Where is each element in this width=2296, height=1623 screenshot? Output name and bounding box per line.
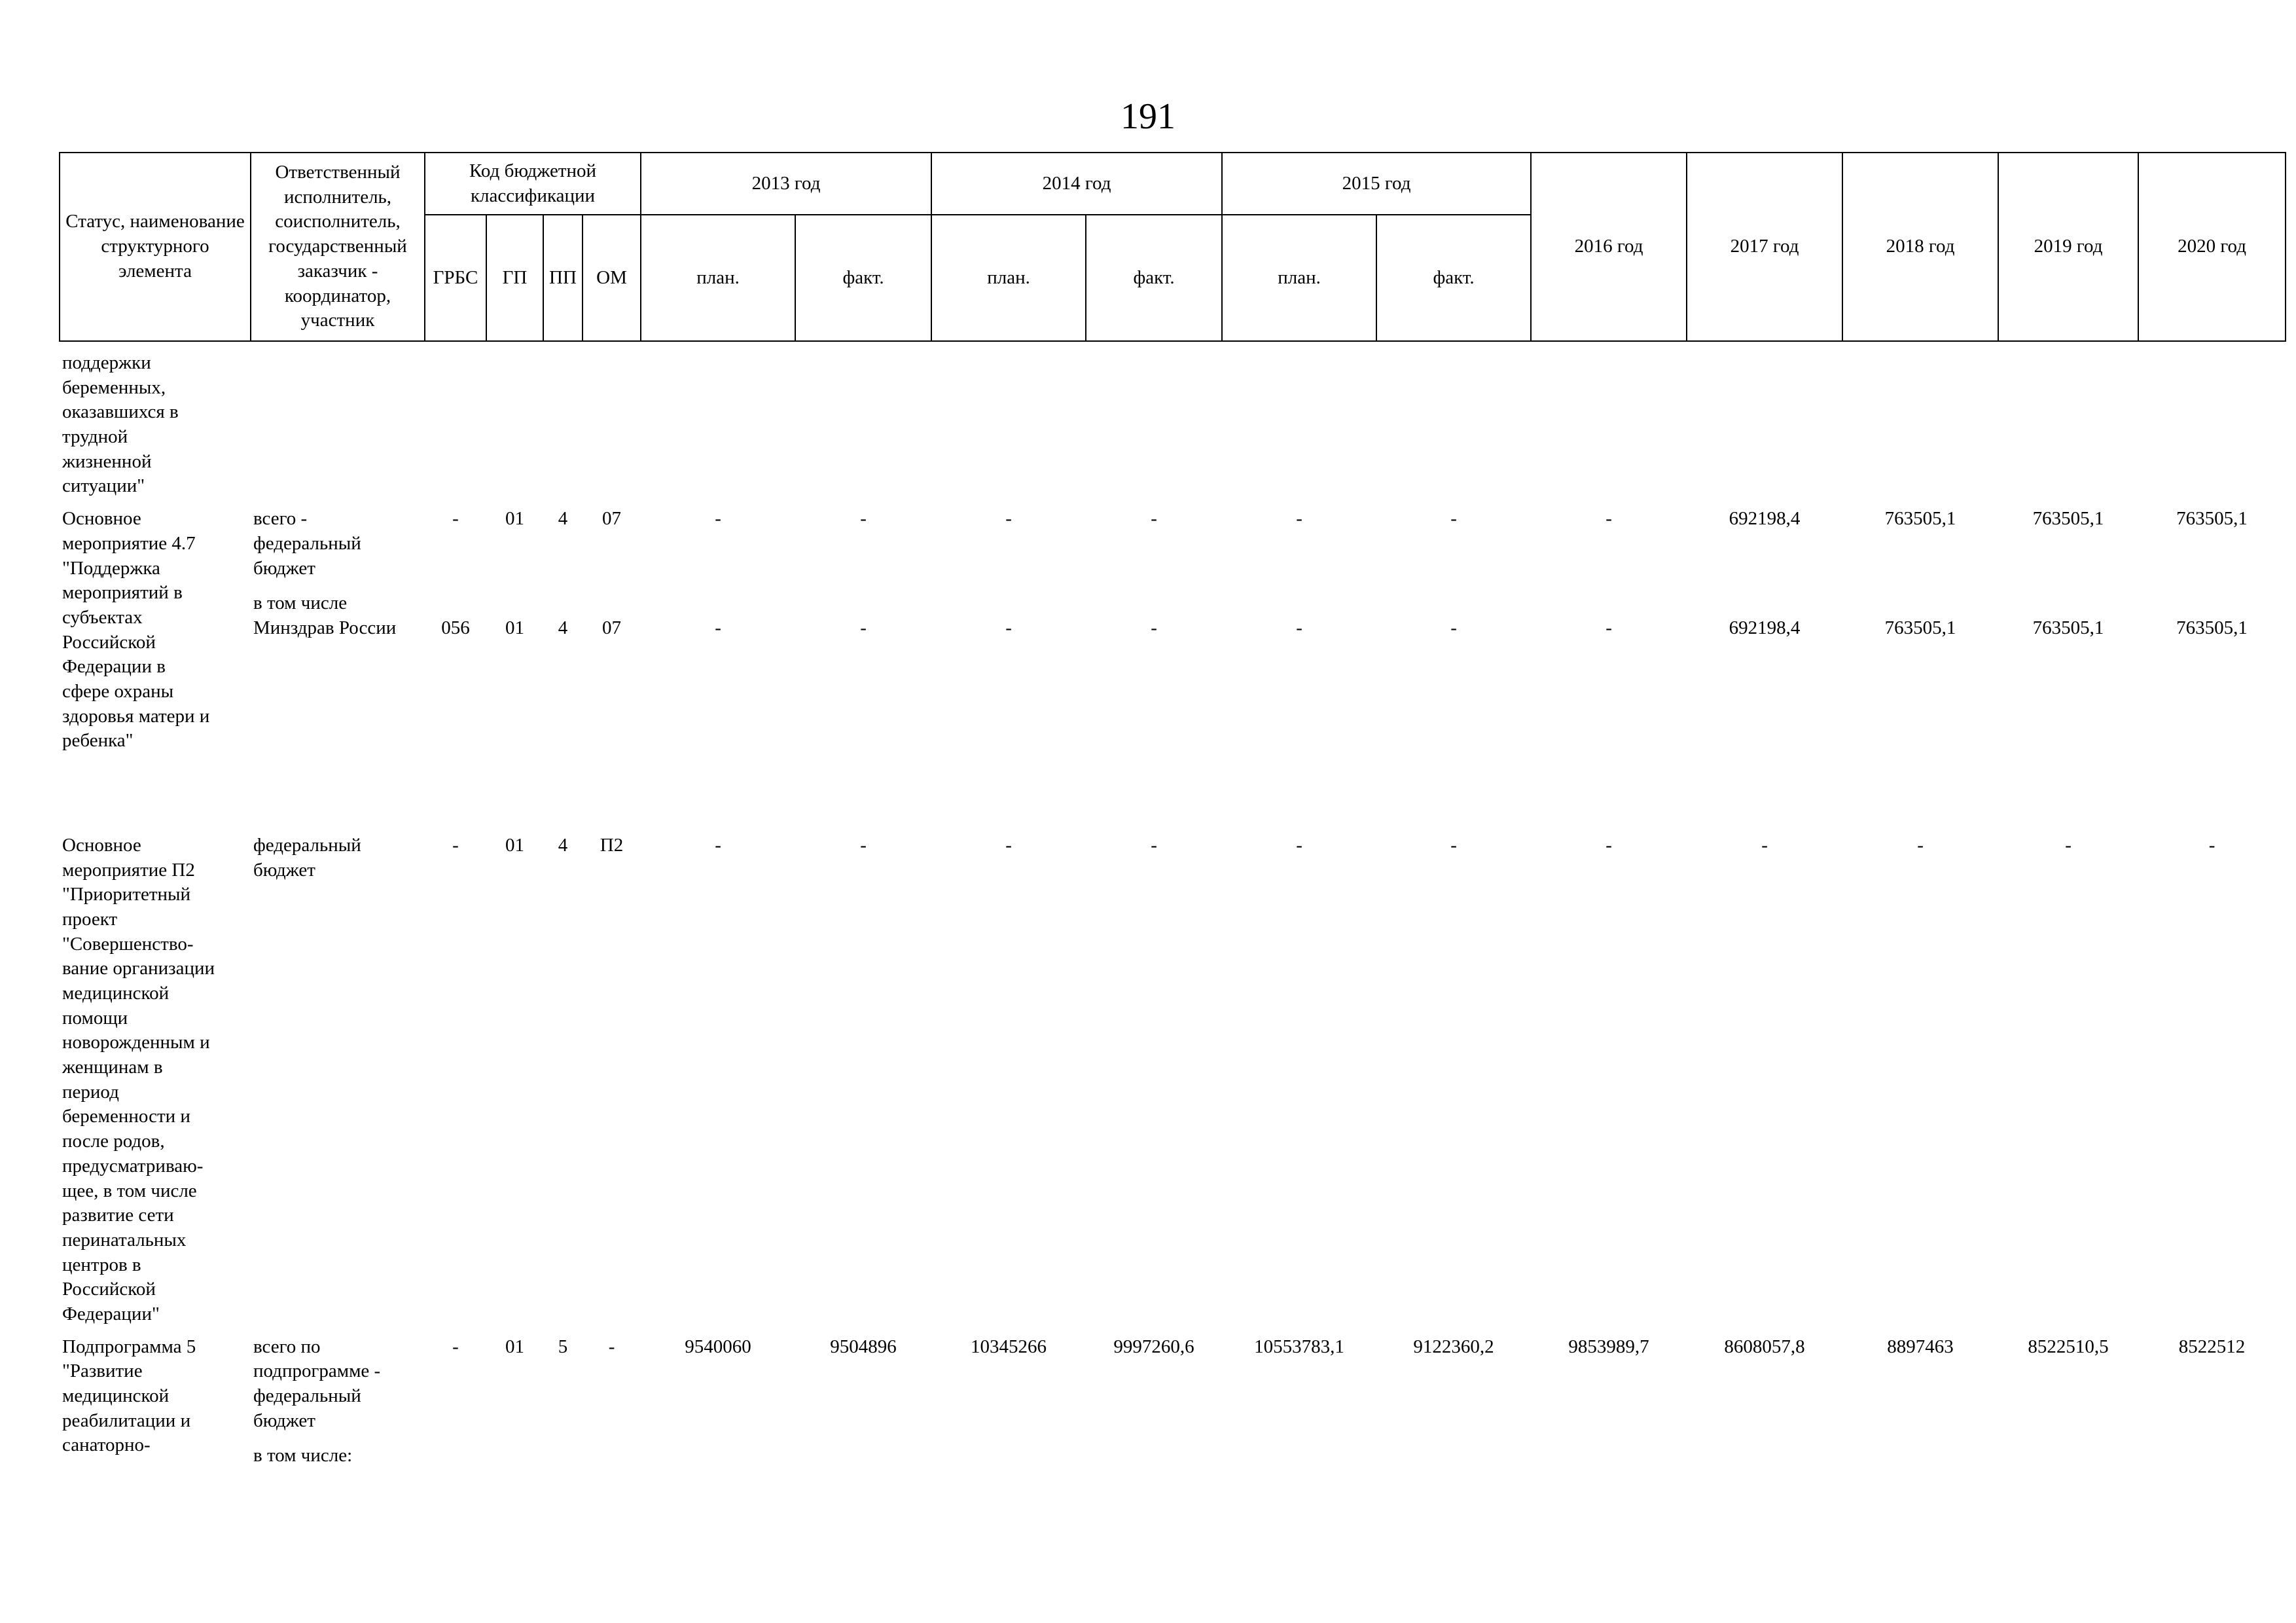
status-text: Основное мероприятие П2 "Приоритетный проект "Совершенство- вание организации медицинской помощи новорожденным и женщинам в период беременности и после родов, предусматриваю- щее, в том числе развитие сети перинатальных центров в Российской Федерации" xyxy=(62,834,215,1324)
om-cell: 07 xyxy=(602,617,622,638)
header-2013: 2013 год xyxy=(641,153,931,215)
gp-cell: 01 xyxy=(505,617,524,638)
value-2015-plan: - xyxy=(1296,617,1302,638)
header-2018: 2018 год xyxy=(1842,153,1998,341)
header-2015-fact: факт. xyxy=(1376,215,1531,341)
pp-cell: 4 xyxy=(558,834,568,856)
header-2017: 2017 год xyxy=(1687,153,1842,341)
grbs-cell: - xyxy=(452,834,459,856)
value-2014-fact: - xyxy=(1151,508,1157,530)
table-row-measure-4-7 xyxy=(60,499,2286,616)
value-2013-plan: - xyxy=(715,834,721,856)
table-row-subprogram-5 xyxy=(60,1327,2286,1468)
value-2020: 763505,1 xyxy=(2176,508,2248,530)
om-cell: П2 xyxy=(600,834,624,856)
status-cell xyxy=(60,826,251,1327)
value-2020: 763505,1 xyxy=(2176,617,2248,638)
table-row-measure-p2 xyxy=(60,826,2286,1327)
value-2014-plan: 10345266 xyxy=(971,1336,1047,1357)
value-2018: - xyxy=(1917,834,1924,856)
value-2015-plan: - xyxy=(1296,834,1302,856)
value-2019: 763505,1 xyxy=(2032,508,2104,530)
header-2016: 2016 год xyxy=(1531,153,1687,341)
header-2015: 2015 год xyxy=(1222,153,1531,215)
header-2013-fact: факт. xyxy=(795,215,931,341)
table-row-measure-4-7-ministry xyxy=(60,616,2286,826)
responsible-cell: Минздрав России xyxy=(253,617,397,638)
header-2013-plan: план. xyxy=(641,215,795,341)
header-2019: 2019 год xyxy=(1998,153,2138,341)
value-2014-plan: - xyxy=(1005,617,1012,638)
value-2018: 763505,1 xyxy=(1884,617,1956,638)
header-2014-fact: факт. xyxy=(1086,215,1222,341)
status-cell xyxy=(60,341,251,499)
value-2016: - xyxy=(1605,508,1612,530)
value-2020: - xyxy=(2208,834,2215,856)
value-2017: 8608057,8 xyxy=(1724,1336,1805,1357)
value-2019: 763505,1 xyxy=(2032,617,2104,638)
header-om: ОМ xyxy=(583,215,641,341)
gp-cell: 01 xyxy=(505,1336,524,1357)
header-row-top xyxy=(60,153,2286,215)
header-gp: ГП xyxy=(486,215,543,341)
table-row-continuation xyxy=(60,341,2286,499)
value-2019: 8522510,5 xyxy=(2028,1336,2109,1357)
value-2015-fact: - xyxy=(1450,617,1457,638)
status-text: Подпрограмма 5 "Развитие медицинской реабилитации и санаторно- xyxy=(62,1336,196,1456)
responsible-subnote: в том числе xyxy=(253,593,348,614)
value-2015-plan: 10553783,1 xyxy=(1254,1336,1344,1357)
header-2014-plan: план. xyxy=(931,215,1086,341)
responsible-cell xyxy=(251,1327,425,1468)
value-2015-fact: - xyxy=(1450,834,1457,856)
value-2014-fact: - xyxy=(1151,834,1157,856)
header-budget-code: Код бюджетной классификации xyxy=(425,153,641,215)
responsible-text: всего - федеральный бюджет xyxy=(253,508,361,579)
responsible-text: всего по подпрограмме - федеральный бюджет xyxy=(253,1336,381,1431)
om-cell: 07 xyxy=(602,508,622,530)
value-2016: 9853989,7 xyxy=(1568,1336,1649,1357)
header-2014: 2014 год xyxy=(931,153,1222,215)
budget-table xyxy=(59,152,2286,1468)
pp-cell: 4 xyxy=(558,617,568,638)
value-2014-plan: - xyxy=(1005,508,1012,530)
value-2016: - xyxy=(1605,834,1612,856)
grbs-cell: - xyxy=(452,508,459,530)
value-2015-plan: - xyxy=(1296,508,1302,530)
value-2014-plan: - xyxy=(1005,834,1012,856)
status-cell xyxy=(60,499,251,826)
value-2017: 692198,4 xyxy=(1729,617,1801,638)
page-number: 191 xyxy=(1121,96,1175,137)
value-2013-fact: - xyxy=(860,834,867,856)
grbs-cell: - xyxy=(452,1336,459,1357)
value-2015-fact: 9122360,2 xyxy=(1413,1336,1494,1357)
header-2020: 2020 год xyxy=(2138,153,2286,341)
value-2013-plan: - xyxy=(715,617,721,638)
header-2015-plan: план. xyxy=(1222,215,1376,341)
value-2017: 692198,4 xyxy=(1729,508,1801,530)
value-2020: 8522512 xyxy=(2178,1336,2246,1357)
responsible-cell xyxy=(251,826,425,1327)
value-2016: - xyxy=(1605,617,1612,638)
header-pp: ПП xyxy=(543,215,583,341)
grbs-cell: 056 xyxy=(441,617,470,638)
gp-cell: 01 xyxy=(505,508,524,530)
status-cell xyxy=(60,1327,251,1468)
value-2013-fact: - xyxy=(860,617,867,638)
responsible-cell xyxy=(251,499,425,616)
value-2013-fact: - xyxy=(860,508,867,530)
responsible-text: федеральный бюджет xyxy=(253,834,361,881)
value-2019: - xyxy=(2065,834,2072,856)
pp-cell: 4 xyxy=(558,508,568,530)
value-2018: 8897463 xyxy=(1887,1336,1954,1357)
empty-cell xyxy=(251,341,2286,499)
header-grbs: ГРБС xyxy=(425,215,486,341)
header-status: Статус, наименование структурного элемента xyxy=(60,153,251,341)
value-2013-plan: - xyxy=(715,508,721,530)
status-text: поддержки беременных, оказавшихся в трудной жизненной ситуации" xyxy=(62,352,179,497)
value-2013-plan: 9540060 xyxy=(685,1336,751,1357)
value-2015-fact: - xyxy=(1450,508,1457,530)
status-text: Основное мероприятие 4.7 "Поддержка мероприятий в субъектах Российской Федерации в сфере охраны здоровья матери и ребенка" xyxy=(62,508,210,752)
pp-cell: 5 xyxy=(558,1336,568,1357)
header-responsible: Ответственный исполнитель, соисполнитель, государственный заказчик - координатор, участник xyxy=(251,153,425,341)
value-2014-fact: 9997260,6 xyxy=(1113,1336,1194,1357)
om-cell: - xyxy=(608,1336,615,1357)
value-2018: 763505,1 xyxy=(1884,508,1956,530)
gp-cell: 01 xyxy=(505,834,524,856)
responsible-subnote: в том числе: xyxy=(253,1445,353,1467)
value-2013-fact: 9504896 xyxy=(830,1336,897,1357)
value-2014-fact: - xyxy=(1151,617,1157,638)
value-2017: - xyxy=(1761,834,1768,856)
